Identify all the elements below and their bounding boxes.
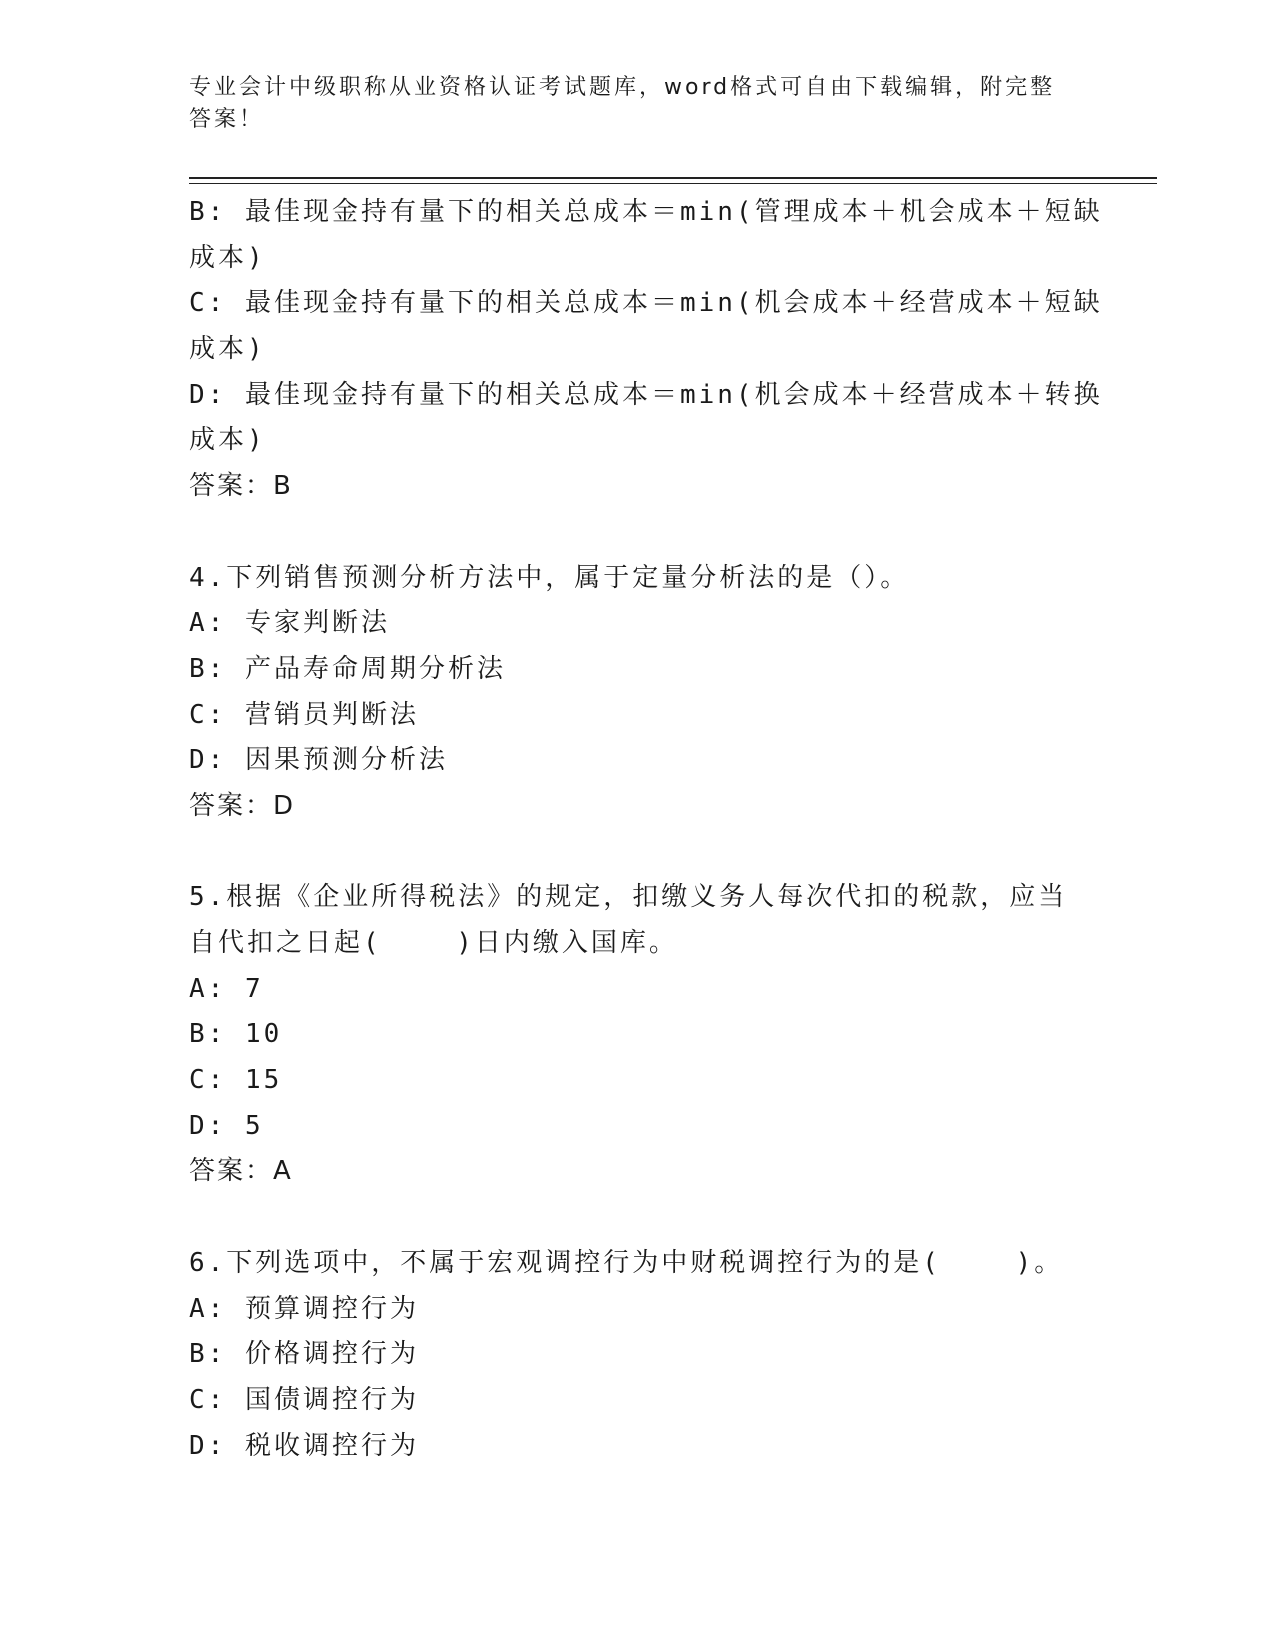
question-6	[189, 1241, 1089, 1469]
option-d-line1: D: 最佳现金持有量下的相关总成本＝min(机会成本＋经营成本＋转换	[189, 379, 1103, 410]
option-c: C: 营销员判断法	[189, 699, 419, 730]
option-d: D: 税收调控行为	[189, 1430, 419, 1461]
document-header: 专业会计中级职称从业资格认证考试题库，word格式可自由下载编辑，附完整答案！	[189, 75, 1056, 132]
option-d-line2: 成本)	[189, 425, 266, 456]
answer-q3: 答案：B	[189, 471, 293, 502]
option-d: D: 5	[189, 1110, 264, 1141]
option-a: A: 7	[189, 973, 264, 1004]
spacer	[189, 1195, 1089, 1241]
option-b: B: 10	[189, 1019, 283, 1050]
question-stem: 4.下列销售预测分析方法中，属于定量分析法的是（）。	[189, 562, 910, 593]
option-b: B: 产品寿命周期分析法	[189, 653, 506, 684]
answer-q4: 答案：D	[189, 790, 296, 821]
option-a: A: 预算调控行为	[189, 1293, 419, 1324]
answer-q5: 答案：A	[189, 1156, 293, 1187]
question-content	[189, 190, 1103, 1469]
question-3-tail	[189, 190, 1103, 510]
option-c-line2: 成本)	[189, 334, 266, 365]
option-b-line2: 成本)	[189, 242, 266, 273]
option-a: A: 专家判断法	[189, 608, 390, 639]
option-c-line1: C: 最佳现金持有量下的相关总成本＝min(机会成本＋经营成本＋短缺	[189, 288, 1103, 319]
question-stem-line2: 自代扣之日起( )日内缴入国库。	[189, 928, 678, 958]
option-c: C: 国债调控行为	[189, 1384, 419, 1415]
question-stem: 6.下列选项中，不属于宏观调控行为中财税调控行为的是( )。	[189, 1247, 1064, 1278]
option-c: C: 15	[189, 1065, 283, 1096]
option-b-line1: B: 最佳现金持有量下的相关总成本＝min(管理成本＋机会成本＋短缺	[189, 197, 1103, 227]
header-divider-thick	[189, 177, 1157, 179]
option-d: D: 因果预测分析法	[189, 745, 448, 776]
option-b: B: 价格调控行为	[189, 1339, 419, 1370]
question-5	[189, 875, 1089, 1195]
spacer	[189, 510, 1089, 556]
spacer	[189, 830, 1089, 876]
header-divider-thin	[189, 183, 1157, 184]
question-stem-line1: 5.根据《企业所得税法》的规定，扣缴义务人每次代扣的税款，应当	[189, 882, 1068, 913]
question-4	[189, 556, 1089, 830]
